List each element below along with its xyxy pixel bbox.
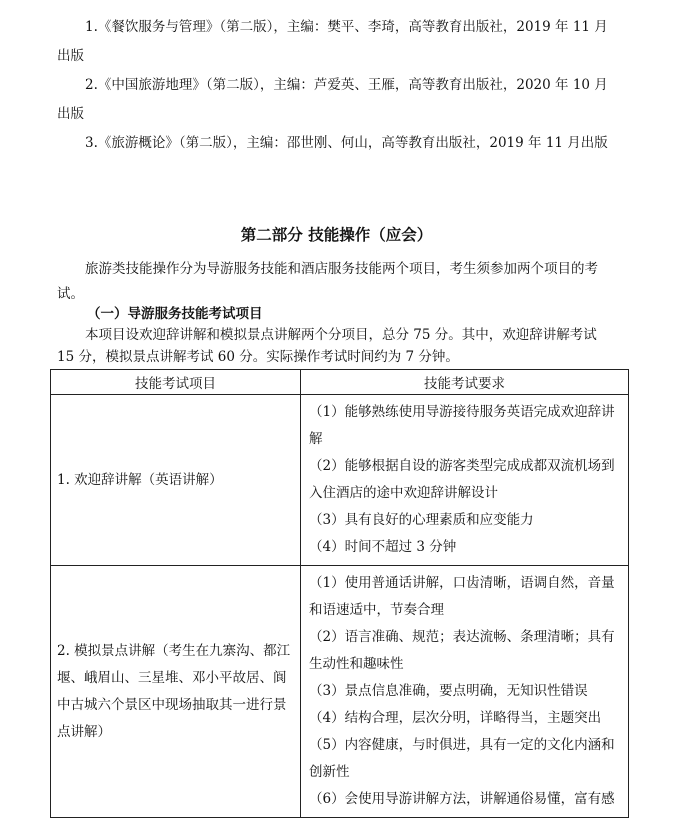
project-intro: 本项目设欢迎辞讲解和模拟景点讲解两个分项目，总分 75 分。其中，欢迎辞讲解考试 15 分，模拟景点讲解考试 60 分。实际操作考试时间约为 7 分钟。 xyxy=(57,327,597,365)
requirement-line: （4）结构合理，层次分明，详略得当，主题突出 xyxy=(309,710,602,726)
section-title: 第二部分 技能操作（应会） xyxy=(240,226,433,244)
table-cell-item: 2. 模拟景点讲解（考生在九寨沟、都江堰、峨眉山、三星堆、邓小平故居、阆中古城六个景区中现场抽取其一进行景点讲解） xyxy=(51,566,301,818)
skills-table xyxy=(50,369,629,818)
header-item: 技能考试项目 xyxy=(51,370,301,395)
sub-heading: （一）导游服务技能考试项目 xyxy=(87,306,263,322)
requirement-line: （2）能够根据自设的游客类型完成成都双流机场到入住酒店的途中欢迎辞讲解设计 xyxy=(309,458,615,501)
table-row xyxy=(51,566,629,818)
requirement-line: （4）时间不超过 3 分钟 xyxy=(309,539,457,555)
requirement-line: （6）会使用导游讲解方法，讲解通俗易懂，富有感 xyxy=(309,791,615,807)
reference-item: 3.《旅游概论》（第二版），主编：邵世刚、何山，高等教育出版社，2019 年 11 月出版 xyxy=(85,135,608,151)
reference-item: 1.《餐饮服务与管理》（第二版），主编：樊平、李琦，高等教育出版社，2019 年 11 月出版 xyxy=(57,19,608,64)
reference-item: 2.《中国旅游地理》（第二版），主编：芦爱英、王雁，高等教育出版社，2020 年 10 月出版 xyxy=(57,77,608,122)
requirement-line: （3）具有良好的心理素质和应变能力 xyxy=(309,512,534,528)
table-cell-requirements xyxy=(301,395,629,566)
requirement-line: （2）语言准确、规范；表达流畅、条理清晰；具有生动性和趣味性 xyxy=(309,629,615,672)
reference-list xyxy=(57,13,617,158)
requirement-line: （5）内容健康，与时俱进，具有一定的文化内涵和创新性 xyxy=(309,737,615,780)
requirement-line: （1）能够熟练使用导游接待服务英语完成欢迎辞讲解 xyxy=(309,404,615,447)
table-header-row xyxy=(51,370,629,395)
table-cell-item: 1. 欢迎辞讲解（英语讲解） xyxy=(51,395,301,566)
requirement-line: （3）景点信息准确，要点明确，无知识性错误 xyxy=(309,683,588,699)
requirement-line: （1）使用普通话讲解，口齿清晰，语调自然，音量和语速适中，节奏合理 xyxy=(309,575,615,618)
section-intro: 旅游类技能操作分为导游服务技能和酒店服务技能两个项目，考生须参加两个项目的考试。 xyxy=(57,261,598,302)
header-requirement: 技能考试要求 xyxy=(301,370,629,395)
table-row xyxy=(51,395,629,566)
table-cell-requirements xyxy=(301,566,629,818)
